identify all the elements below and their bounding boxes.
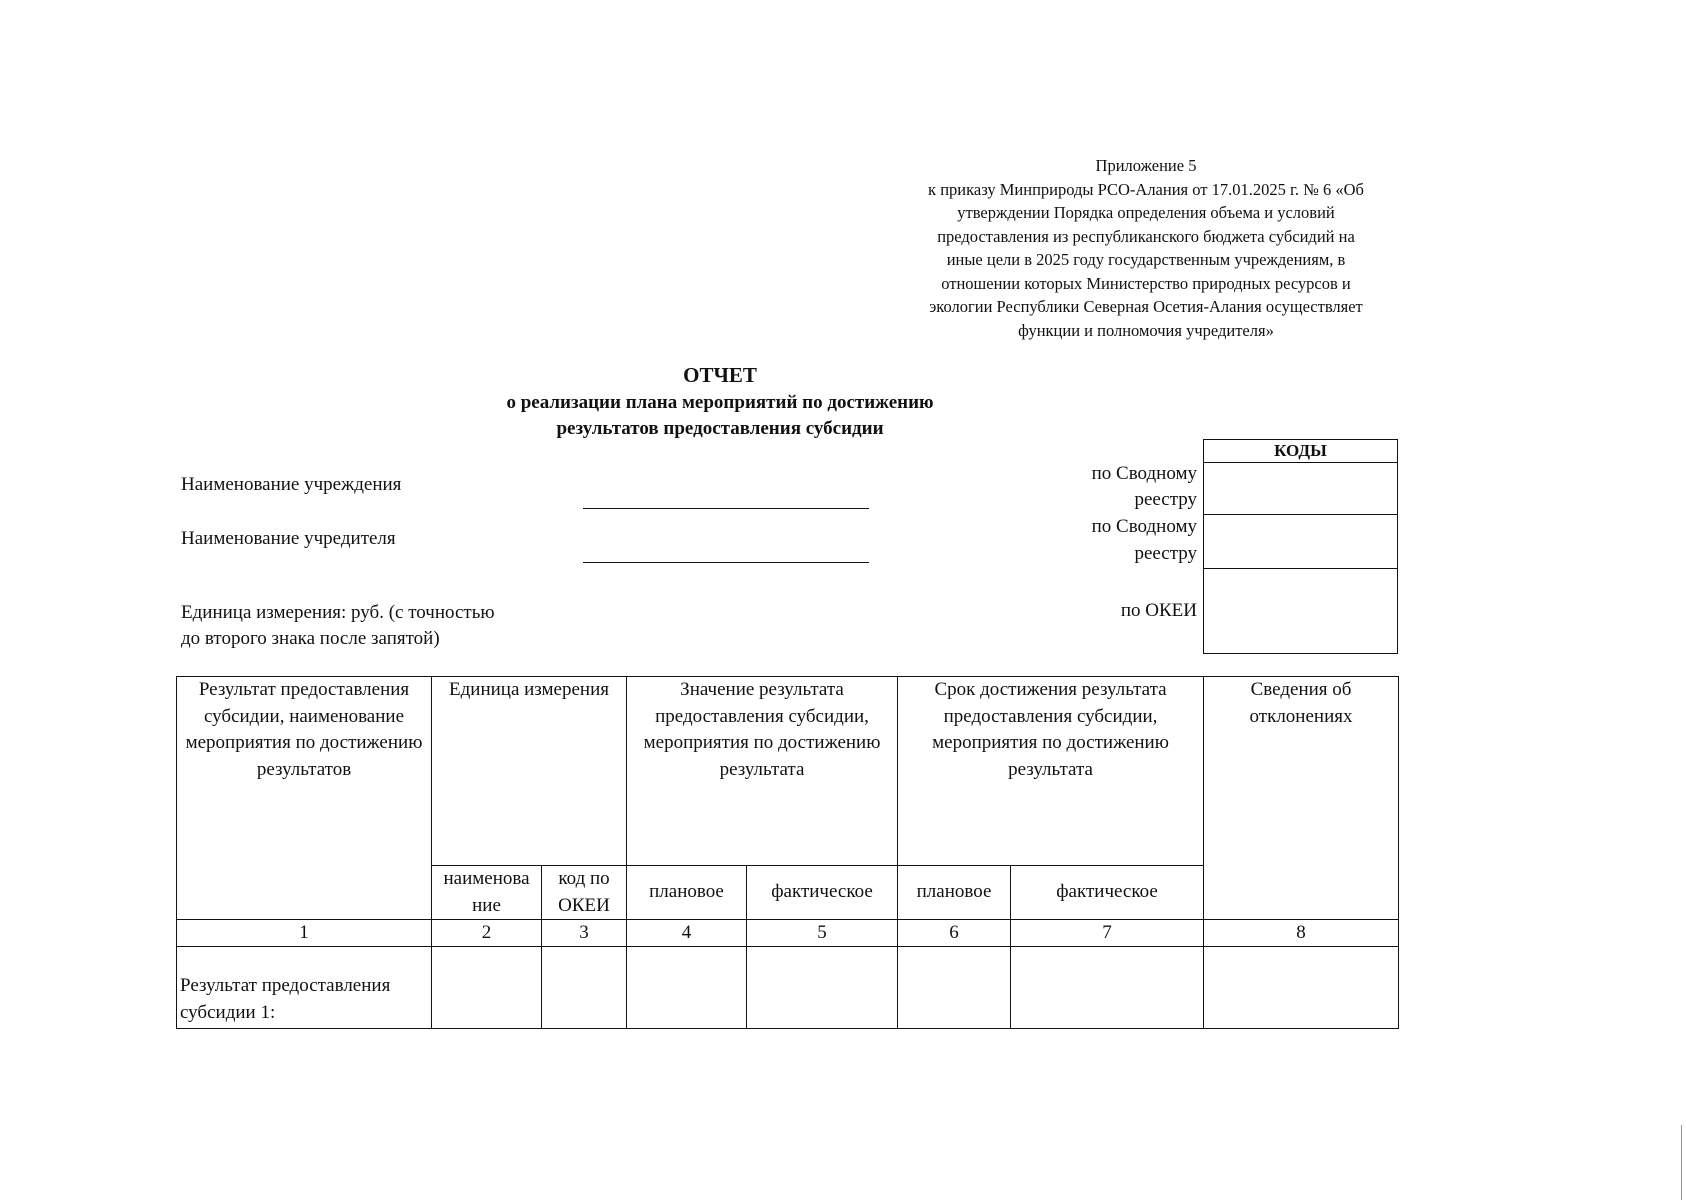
codes-box [1203, 439, 1398, 654]
appendix-line: функции и полномочия учредителя» [1018, 320, 1274, 340]
header-result: Результат предоставления субсидии, наименование мероприятия по достижению результатов [177, 677, 432, 920]
unit-label-line2: до второго знака после запятой) [181, 628, 440, 649]
cell-value-actual[interactable] [747, 947, 898, 1029]
cell-deadline-actual[interactable] [1011, 947, 1204, 1029]
cell-deviations[interactable] [1204, 947, 1399, 1029]
institution-label: Наименование учреждения [181, 474, 402, 495]
report-table [176, 676, 1399, 1029]
cell-value-planned[interactable] [627, 947, 747, 1029]
cell-unit-code[interactable] [542, 947, 627, 1029]
codes-registry1-label-line1: по Сводному [1091, 463, 1197, 484]
report-title [430, 360, 1010, 442]
codes-divider [1204, 514, 1397, 515]
header-deadline: Срок достижения результата предоставления субсидии, мероприятия по достижению результата [898, 677, 1204, 866]
header-unit: Единица измерения [432, 677, 627, 866]
subheader-value-actual: фактическое [747, 866, 898, 920]
header-value: Значение результата предоставления субсидии, мероприятия по достижению результата [627, 677, 898, 866]
report-title-main: ОТЧЕТ [683, 363, 757, 387]
appendix-line: утверждении Порядка определения объема и условий [957, 203, 1335, 222]
column-number: 7 [1011, 920, 1204, 947]
appendix-line: иные цели в 2025 году государственным учреждениям, в [946, 250, 1346, 269]
column-number: 5 [747, 920, 898, 947]
scan-edge-mark [1681, 1125, 1682, 1200]
column-number: 4 [627, 920, 747, 947]
appendix-line: к приказу Минприроды РСО-Алания от 17.01.2025 г. № 6 «Об [928, 179, 1364, 199]
appendix-line: отношении которых Министерство природных ресурсов и [941, 273, 1351, 293]
column-number: 2 [432, 920, 542, 947]
column-number: 1 [177, 920, 432, 947]
subheader-unit-name: наименова ние [432, 866, 542, 920]
table-row [177, 947, 1399, 1029]
codes-registry2-label-line2: реестру [1134, 543, 1197, 564]
appendix-block [896, 154, 1396, 342]
unit-label-line1: Единица измерения: руб. (с точностью [181, 602, 495, 623]
subheader-unit-code: код по ОКЕИ [542, 866, 627, 920]
codes-okei-label: по ОКЕИ [1120, 600, 1197, 621]
codes-divider [1204, 568, 1397, 569]
subheader-deadline-planned: плановое [898, 866, 1011, 920]
appendix-line: экологии Республики Северная Осетия-Алания осуществляет [929, 297, 1363, 316]
subheader-deadline-actual: фактическое [1011, 866, 1204, 920]
column-number: 6 [898, 920, 1011, 947]
column-number: 8 [1204, 920, 1399, 947]
column-number: 3 [542, 920, 627, 947]
institution-field-line[interactable] [583, 508, 869, 509]
codes-header: КОДЫ [1204, 440, 1397, 463]
codes-registry2-label-line1: по Сводному [1091, 516, 1197, 537]
cell-unit-name[interactable] [432, 947, 542, 1029]
report-title-line: о реализации плана мероприятий по достижению [506, 392, 934, 413]
appendix-line: предоставления из республиканского бюджета субсидий на [937, 226, 1355, 246]
founder-field-line[interactable] [583, 562, 869, 563]
appendix-line: Приложение 5 [1095, 156, 1197, 175]
row-result-label: Результат предоставления субсидии 1: [177, 947, 432, 1029]
subheader-value-planned: плановое [627, 866, 747, 920]
header-deviations: Сведения об отклонениях [1204, 677, 1399, 920]
codes-registry1-label-line2: реестру [1134, 489, 1197, 510]
report-title-line: результатов предоставления субсидии [556, 418, 884, 439]
cell-deadline-planned[interactable] [898, 947, 1011, 1029]
founder-label: Наименование учредителя [181, 528, 396, 549]
